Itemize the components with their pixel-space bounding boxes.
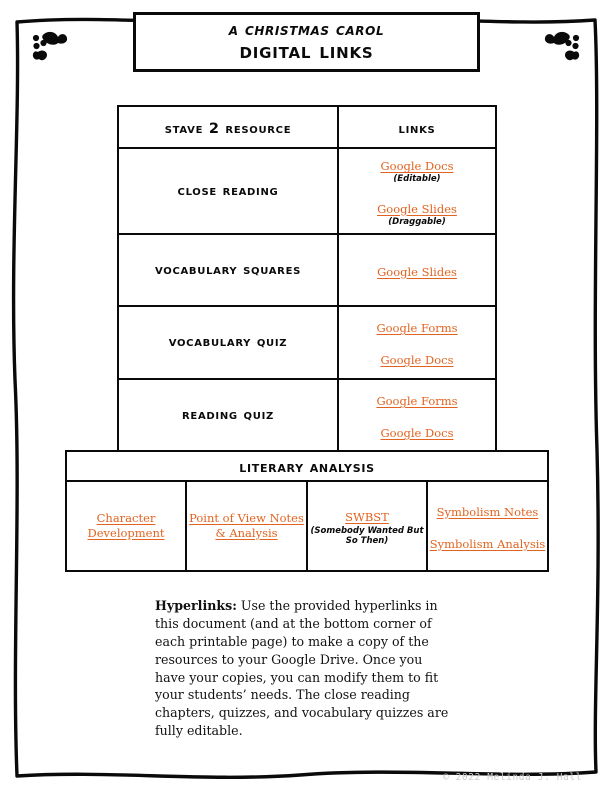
page-title-book: a christmas carol: [228, 19, 385, 39]
resource-label: vocabulary quiz: [168, 334, 288, 351]
links-cell: [338, 306, 496, 379]
literary-analysis-heading-label: literary analysis: [239, 457, 375, 476]
literary-analysis-cell-character: [66, 481, 186, 571]
link-swbst[interactable]: SWBST: [345, 509, 389, 524]
spacer: [339, 185, 495, 198]
link-symbolism-notes[interactable]: Symbolism Notes: [436, 504, 539, 519]
copyright-footer: © 2022 Melinda J. Hall: [442, 772, 582, 783]
resource-label: vocabulary squares: [154, 261, 302, 278]
holly-ornament-icon: [545, 32, 579, 60]
link-note: (Draggable): [388, 216, 446, 227]
link-point-of-view-notes-analysis[interactable]: Point of View Notes & Analysis: [189, 511, 304, 540]
links-cell: [338, 234, 496, 306]
literary-analysis-row: [66, 481, 548, 571]
resource-cell: [118, 234, 338, 306]
literary-analysis-heading: [66, 451, 548, 481]
literary-analysis-cell-swbst: [307, 481, 427, 571]
links-cell: [338, 379, 496, 452]
resource-cell: [118, 306, 338, 379]
table-row: [118, 148, 496, 234]
page-title-box: [133, 12, 480, 72]
table-header-resource: [118, 106, 338, 148]
hyperlinks-note-lead: Hyperlinks:: [155, 598, 237, 613]
link-note: (Somebody Wanted But So Then): [310, 525, 424, 546]
resource-label: close reading: [177, 182, 279, 199]
link-google-docs[interactable]: Google Docs: [380, 159, 454, 174]
table-header-links-label: links: [398, 120, 436, 137]
hyperlinks-note: [155, 597, 455, 740]
literary-analysis-table: [65, 450, 549, 572]
table-row: [118, 306, 496, 379]
hyperlinks-note-body: Use the provided hyperlinks in this document (and at the bottom corner of each printable page) to make a copy of the resources to your Google Drive. Once you have your copies, you can modify them to fit your students’ needs. The close reading chapters, quizzes, and vocabulary quizzes are fully editable.: [155, 598, 449, 739]
resource-label: reading quiz: [182, 407, 274, 424]
link-google-forms[interactable]: Google Forms: [376, 394, 458, 408]
spacer: [339, 409, 495, 422]
literary-analysis-cell-symbolism: [427, 481, 548, 571]
resource-cell: [118, 148, 338, 234]
link-character-development[interactable]: Character Development: [87, 511, 165, 540]
spacer: [339, 336, 495, 349]
table-header-row: [118, 106, 496, 148]
stave-resource-table: [117, 105, 497, 453]
link-google-docs[interactable]: Google Docs: [380, 353, 454, 367]
spacer: [428, 520, 547, 533]
link-symbolism-analysis[interactable]: Symbolism Analysis: [429, 536, 546, 551]
link-google-docs[interactable]: Google Docs: [380, 426, 454, 440]
link-google-slides[interactable]: Google Slides: [377, 264, 457, 279]
table-header-links: [338, 106, 496, 148]
table-row: [118, 234, 496, 306]
holly-ornament-icon: [33, 32, 67, 60]
literary-analysis-cell-point-of-view: [186, 481, 307, 571]
page-title: digital links: [239, 39, 374, 64]
link-google-slides[interactable]: Google Slides: [377, 201, 457, 216]
literary-analysis-header-row: [66, 451, 548, 481]
link-note: (Editable): [393, 174, 441, 185]
table-header-resource-label: stave 2 resource: [164, 120, 292, 137]
link-google-forms[interactable]: Google Forms: [376, 321, 458, 335]
table-row: [118, 379, 496, 452]
resource-cell: [118, 379, 338, 452]
links-cell: [338, 148, 496, 234]
